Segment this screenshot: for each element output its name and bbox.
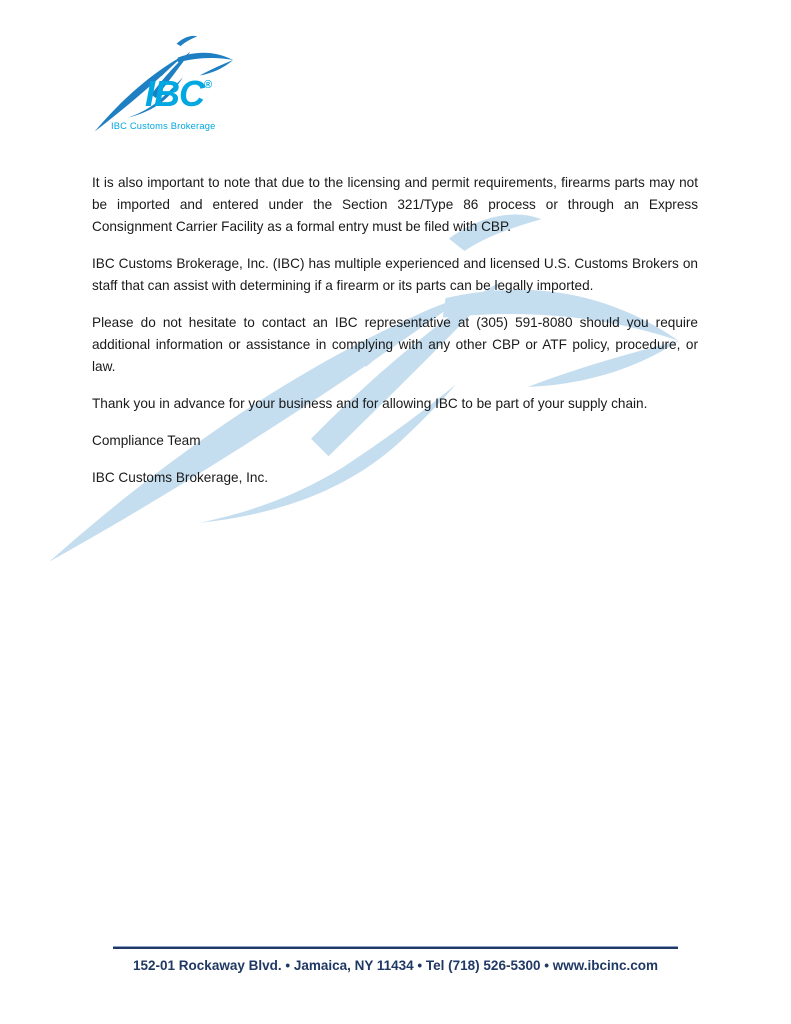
footer-divider [113,946,678,949]
brand-wordmark [145,73,213,114]
signature-team: Compliance Team [92,433,201,448]
brand-text: IBC [145,73,204,114]
body-paragraph-licensing: It is also important to note that due to the licensing and permit requirements, firearms parts may not be imported and entered under the Section 321/Type 86 process or through an Express Consignment Carrier Facility as a formal entry must be filed with CBP. [92,175,698,234]
footer-contact-line: 152-01 Rockaway Blvd. • Jamaica, NY 11434 • Tel (718) 526-5300 • www.ibcinc.com [133,958,658,973]
body-paragraph-contact: Please do not hesitate to contact an IBC representative at (305) 591-8080 should you require additional information or assistance in complying with any other CBP or ATF policy, procedure, or law. [92,315,698,374]
company-logo [90,24,246,136]
letter-body [92,172,698,504]
brand-tagline: IBC Customs Brokerage [111,121,216,131]
signature-company: IBC Customs Brokerage, Inc. [92,470,269,485]
registered-mark: ® [204,79,213,91]
body-paragraph-thanks: Thank you in advance for your business and for allowing IBC to be part of your supply chain. [92,396,648,411]
body-paragraph-brokers: IBC Customs Brokerage, Inc. (IBC) has multiple experienced and licensed U.S. Customs Brokers on staff that can assist with determining if a firearm or its parts can be legally imported. [92,256,698,293]
